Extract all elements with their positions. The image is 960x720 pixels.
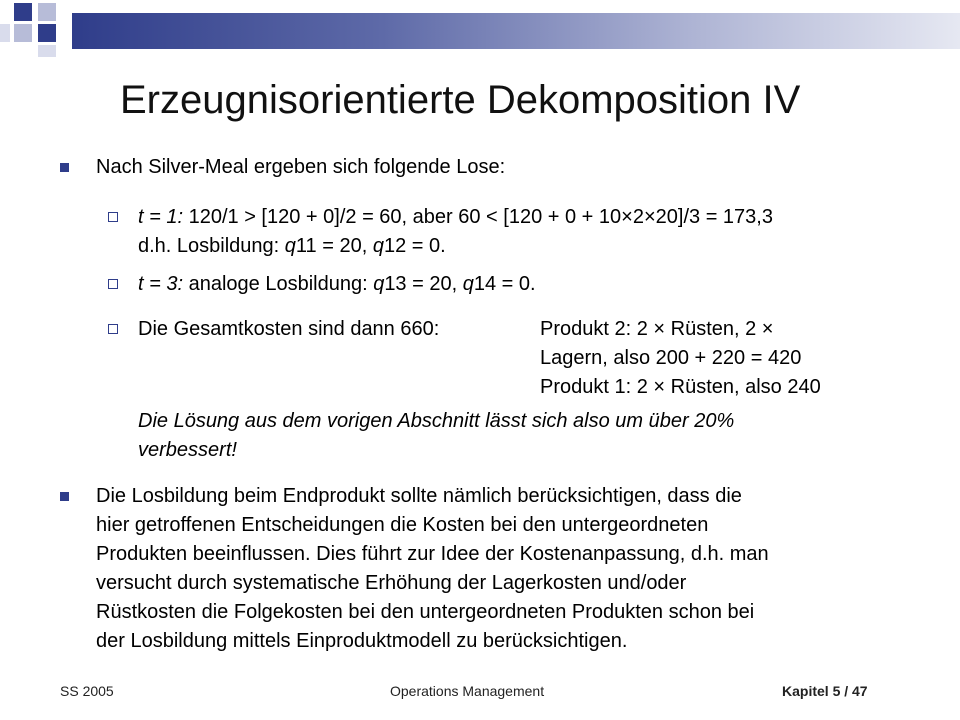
variable-q: q [372, 235, 384, 257]
calculation-text: 120/1 > [120 + 0]/2 = 60, aber 60 < [120 + 0 + 10×2×20]/3 = 173,3 [183, 206, 773, 228]
text-part: 13 = 20, [384, 273, 463, 295]
text-part: 11 = 20, [295, 235, 373, 257]
subbullet-t1 [138, 203, 898, 261]
text-part: 12 = 0. [383, 235, 446, 257]
note-line: verbessert! [138, 439, 237, 461]
period-label: t = 1: [138, 206, 184, 228]
text-part: 14 = 0. [473, 273, 536, 295]
hollow-square-bullet-icon [108, 279, 118, 289]
bullet-icon [60, 163, 69, 172]
footer-semester: SS 2005 [60, 683, 114, 699]
bullet-icon [60, 492, 69, 501]
subbullet-t3 [138, 270, 898, 299]
text-part: d.h. Losbildung: [138, 235, 285, 257]
paragraph-line: Produkten beeinflussen. Dies führt zur Idee der Kostenanpassung, d.h. man [96, 543, 769, 565]
period-label: t = 3: [138, 273, 184, 295]
variable-q: q [373, 273, 385, 295]
cost-line: Produkt 1: 2 × Rüsten, also 240 [540, 376, 821, 398]
variable-q: q [284, 235, 296, 257]
paragraph-line: der Losbildung mittels Einproduktmodell zu berücksichtigen. [96, 630, 628, 652]
cost-line: Produkt 2: 2 × Rüsten, 2 × [540, 318, 774, 340]
paragraph-line: versucht durch systematische Erhöhung der Lagerkosten und/oder [96, 572, 687, 594]
cost-breakdown [540, 315, 821, 402]
variable-q: q [462, 273, 474, 295]
hollow-square-bullet-icon [108, 212, 118, 222]
cost-line: Lagern, also 200 + 220 = 420 [540, 347, 802, 369]
paragraph-line: hier getroffenen Entscheidungen die Kosten bei den untergeordneten [96, 514, 709, 536]
paragraph-line: Die Losbildung beim Endprodukt sollte nämlich berücksichtigen, dass die [96, 485, 742, 507]
bullet-silver-meal [96, 153, 896, 182]
footer-course: Operations Management [390, 683, 545, 699]
total-costs-text: Die Gesamtkosten sind dann 660: [138, 318, 440, 340]
footer-chapter-page: Kapitel 5 / 47 [782, 683, 868, 699]
paragraph-line: Rüstkosten die Folgekosten bei den untergeordneten Produkten schon bei [96, 601, 755, 623]
text-part: analoge Losbildung: [183, 273, 374, 295]
bullet-cost-adjustment [96, 482, 896, 656]
hollow-square-bullet-icon [108, 324, 118, 334]
slide-title: Erzeugnisorientierte Dekomposition IV [120, 78, 801, 122]
bullet-text: Nach Silver-Meal ergeben sich folgende Lose: [96, 156, 506, 178]
improvement-note [138, 407, 898, 465]
note-line: Die Lösung aus dem vorigen Abschnitt lässt sich also um über 20% [138, 410, 735, 432]
